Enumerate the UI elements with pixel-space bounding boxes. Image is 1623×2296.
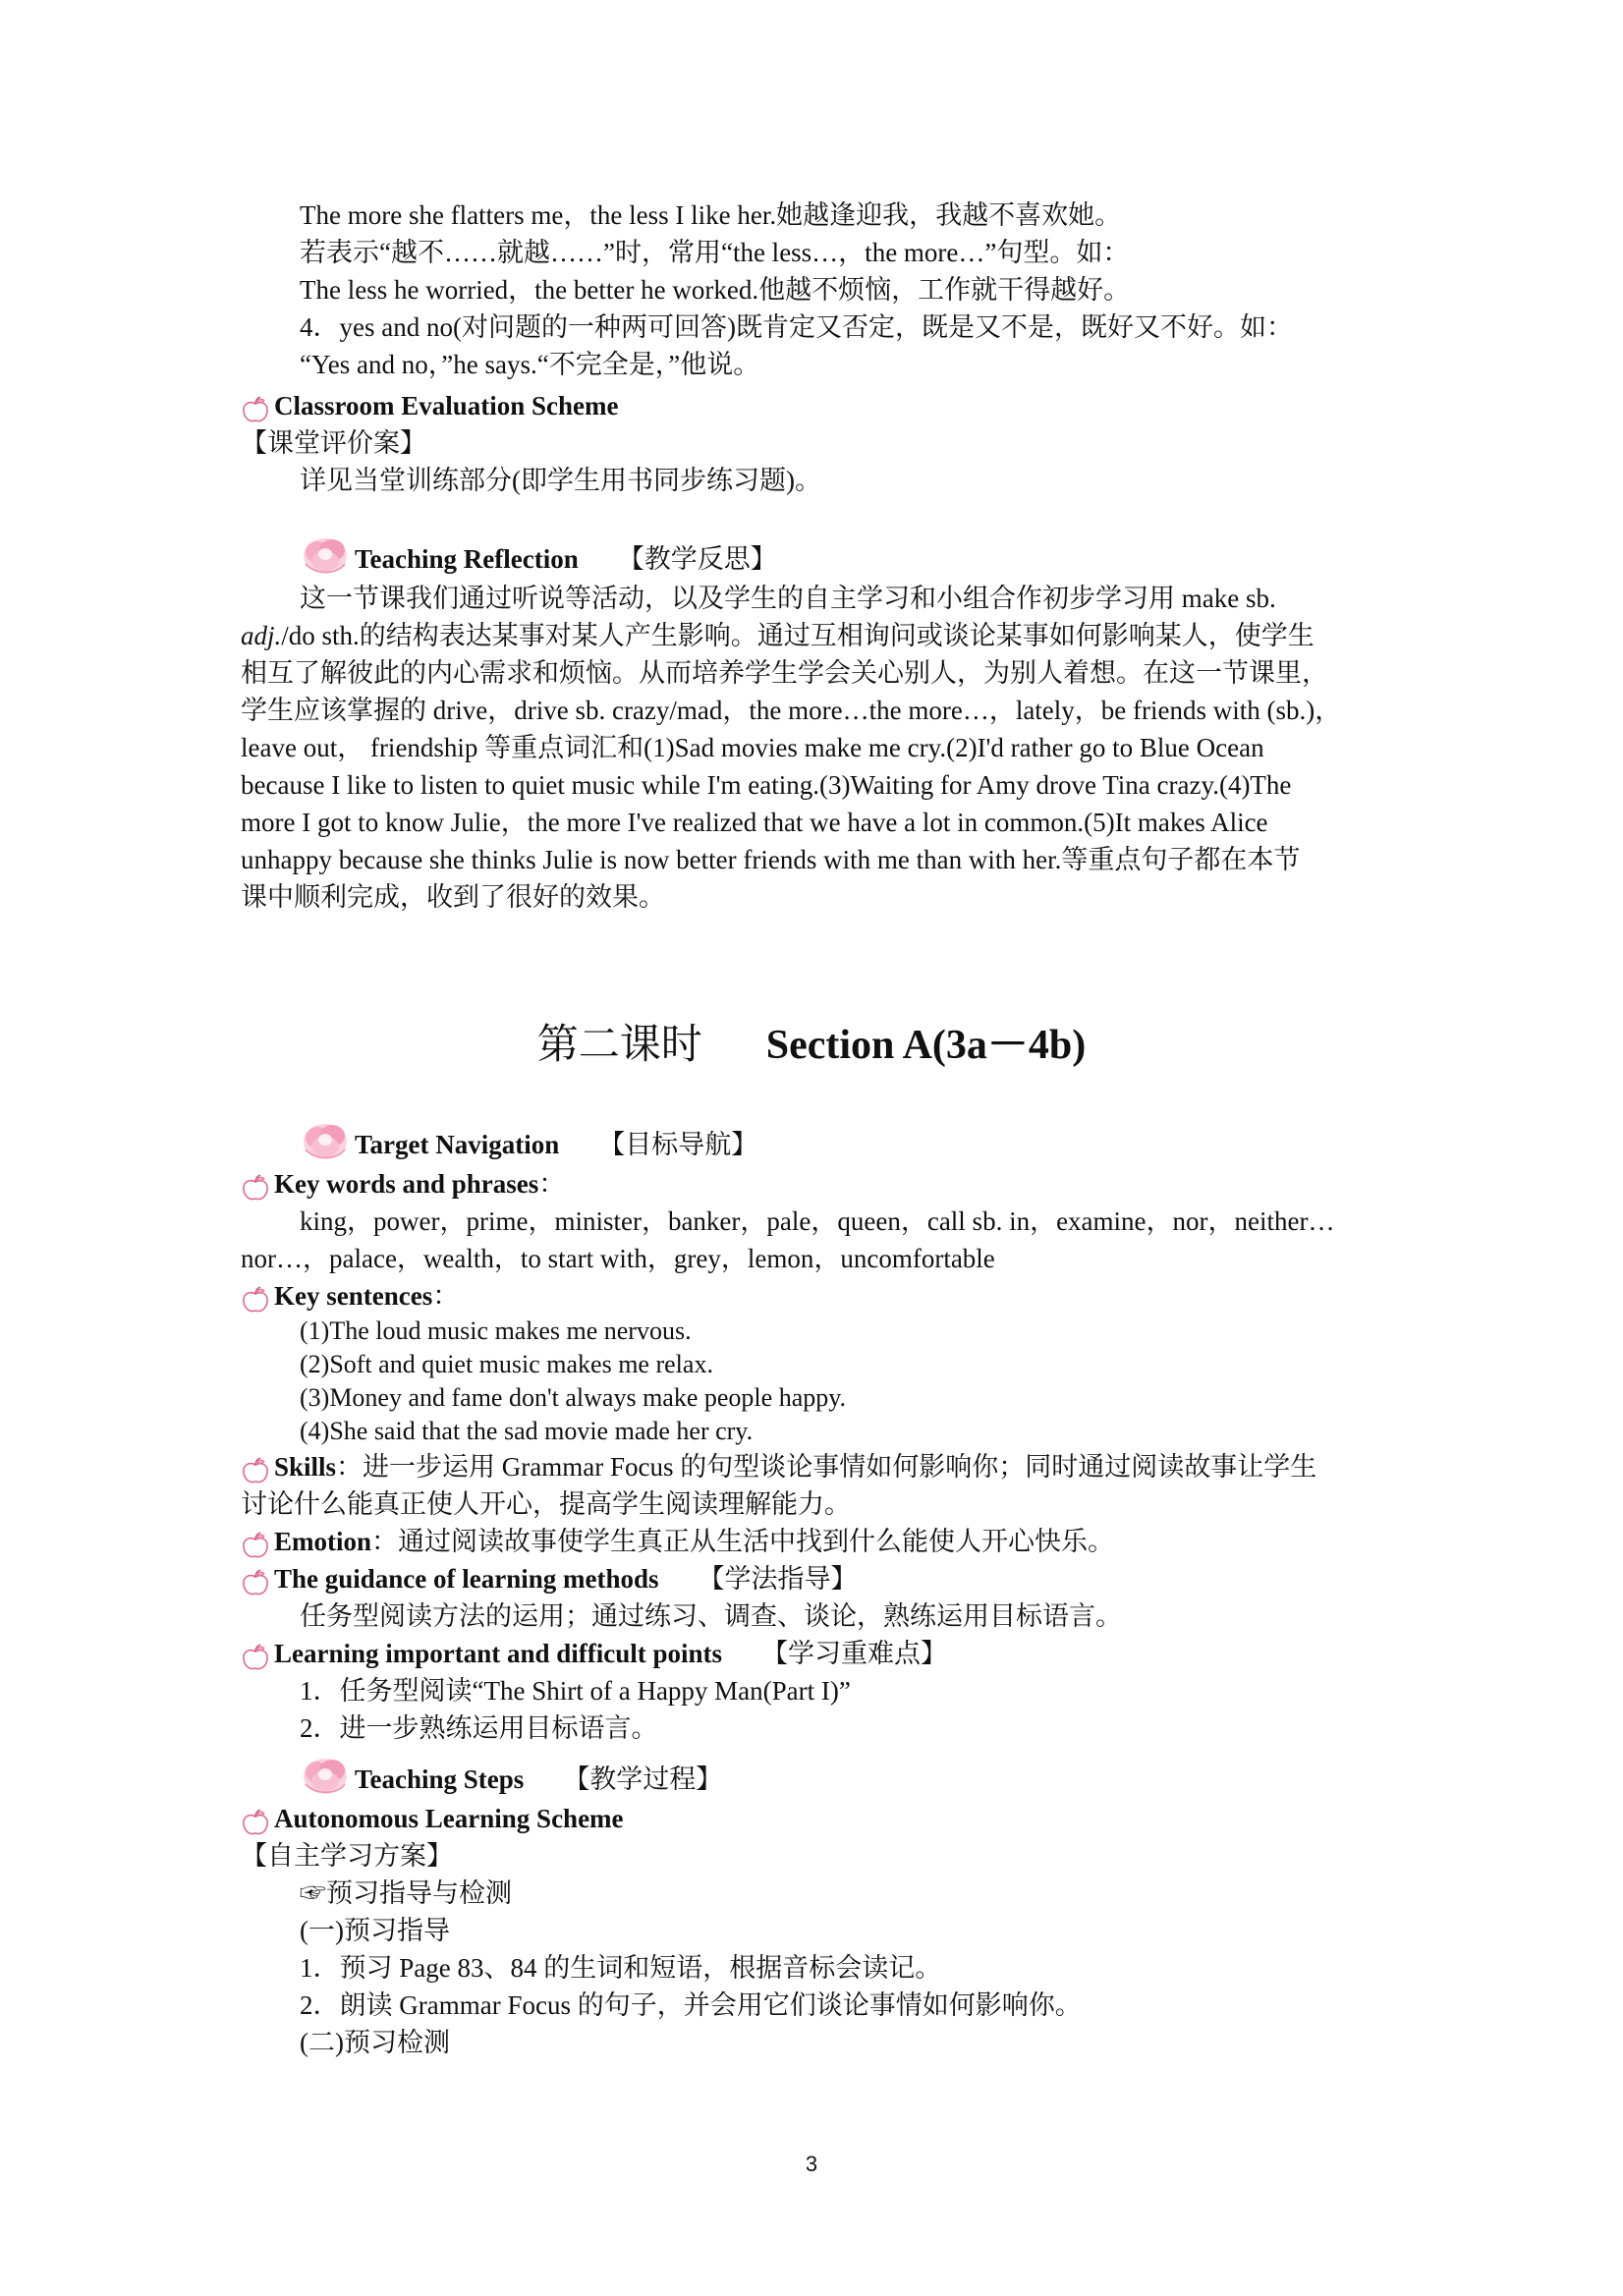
guidance-heading — [241, 1560, 1400, 1597]
list-item: 1．任务型阅读“The Shirt of a Happy Man(Part I)” — [300, 1676, 851, 1706]
text-line: 1．预习 Page 83、84 的生词和短语，根据音标会读记。 — [300, 1953, 942, 1983]
autonomous-heading — [241, 1800, 1400, 1837]
reflection-heading — [241, 531, 1400, 578]
text-line: The more she flatters me，the less I like her.她越逢迎我，我越不喜欢她。 — [300, 200, 1122, 230]
page-number: 3 — [805, 2152, 818, 2176]
apple-icon — [241, 1456, 270, 1485]
target-section — [241, 1116, 1400, 2061]
heading-label: The guidance of learning methods — [274, 1564, 659, 1594]
text-line: 4．yes and no(对问题的一种两可回答)既肯定又否定，既是又不是，既好又不好。如： — [300, 312, 1293, 342]
heading-label: Skills — [274, 1452, 337, 1482]
bracket-label: 【学习重难点】 — [761, 1639, 948, 1668]
top-notes — [241, 196, 1400, 383]
flower-icon — [300, 1751, 351, 1798]
paragraph-line: adj./do sth.的结构表达某事对某人产生影响。通过互相询问或谈论某事如何影响某人，使学生 — [241, 621, 1315, 650]
paragraph-line: more I got to know Julie，the more I've realized that we have a lot in common.(5)It makes Alice — [241, 808, 1268, 837]
list-item: (2)Soft and quiet music makes me relax. — [300, 1350, 713, 1378]
apple-icon — [241, 1643, 270, 1672]
paragraph-line: 这一节课我们通过听说等活动，以及学生的自主学习和小组合作初步学习用 make sb. — [300, 584, 1276, 613]
list-item: 2．进一步熟练运用目标语言。 — [300, 1713, 658, 1743]
bracket-label: 【自主学习方案】 — [241, 1841, 453, 1871]
section-title — [0, 1012, 1623, 1071]
text-line: (一)预习指导 — [300, 1916, 450, 1945]
paragraph-line: 相互了解彼此的内心需求和烦恼。从而培养学生学会关心别人，为别人着想。在这一节课里， — [241, 658, 1328, 688]
bracket-label: 【教学过程】 — [563, 1764, 723, 1794]
text-line: ☞预习指导与检测 — [300, 1878, 512, 1908]
flower-icon — [300, 1116, 351, 1163]
paragraph-line: unhappy because she thinks Julie is now better friends with me than with her.等重点句子都在本节 — [241, 845, 1301, 874]
heading-label: Teaching Reflection — [355, 544, 579, 574]
text-line: (二)预习检测 — [300, 2028, 450, 2057]
text-line: nor…，palace，wealth，to start with，grey，lemon，uncomfortable — [241, 1244, 995, 1273]
bracket-label: 【目标导航】 — [598, 1130, 758, 1159]
apple-icon — [241, 1531, 270, 1560]
italic-adj: adj. — [241, 621, 282, 650]
heading-label: Learning important and difficult points — [274, 1639, 723, 1668]
classroom-eval-heading — [241, 387, 1400, 424]
flower-icon — [300, 531, 351, 578]
paragraph-line: leave out， friendship 等重点词汇和(1)Sad movies make me cry.(2)I'd rather go to Blue Ocean — [241, 733, 1264, 762]
skills-heading: Skills ：进一步运用 Grammar Focus 的句型谈论事情如何影响你；同时通过阅读故事让学生 — [241, 1448, 1400, 1485]
bracket-label: 【学法指导】 — [698, 1564, 858, 1594]
text-line: 若表示“越不……就越……”时，常用“the less…，the more…”句型。如： — [300, 238, 1130, 267]
target-nav-heading — [241, 1116, 1400, 1163]
apple-icon — [241, 1808, 270, 1837]
text-line: 2．朗读 Grammar Focus 的句子，并会用它们谈论事情如何影响你。 — [300, 1990, 1082, 2020]
heading-label: Key words and phrases — [274, 1169, 539, 1199]
heading-label: Classroom Evaluation Scheme — [274, 391, 619, 420]
teaching-steps-heading — [241, 1751, 1400, 1798]
paragraph-line: because I like to listen to quiet music while I'm eating.(3)Waiting for Amy drove Tina crazy.(4)The — [241, 770, 1292, 800]
text-line: 任务型阅读方法的运用；通过练习、调查、谈论，熟练运用目标语言。 — [300, 1601, 1122, 1631]
heading-label: Target Navigation — [355, 1130, 560, 1159]
bracket-label: 【教学反思】 — [617, 544, 777, 574]
list-item: (4)She said that the sad movie made her cry. — [300, 1417, 754, 1445]
reflection-section — [241, 531, 1400, 916]
emotion-heading: Emotion ：通过阅读故事使学生真正从生活中找到什么能使人开心快乐。 — [241, 1523, 1400, 1560]
text-line: 详见当堂训练部分(即学生用书同步练习题)。 — [300, 466, 821, 495]
paragraph-line: 课中顺利完成，收到了很好的效果。 — [241, 882, 665, 912]
list-item: (1)The loud music makes me nervous. — [300, 1316, 692, 1345]
heading-label: Emotion — [274, 1527, 372, 1556]
paragraph-line: 学生应该掌握的 drive，drive sb. crazy/mad，the more…the more…，lately，be friends with (sb.)， — [241, 696, 1342, 725]
apple-icon — [241, 1173, 270, 1203]
text-line: 讨论什么能真正使人开心，提高学生阅读理解能力。 — [241, 1489, 851, 1519]
list-item: (3)Money and fame don't always make people happy. — [300, 1383, 847, 1412]
heading-label: Teaching Steps — [355, 1764, 525, 1794]
classroom-eval-section — [241, 387, 1400, 499]
heading-label: Key sentences — [274, 1281, 433, 1311]
bracket-label: 【课堂评价案】 — [241, 428, 426, 458]
text-line: king，power，prime，minister，banker，pale，queen，call sb. in，examine，nor，neither… — [300, 1206, 1335, 1236]
text-line: “Yes and no，”he says.“不完全是，”他说。 — [300, 350, 760, 379]
key-words-heading: Key words and phrases ： — [241, 1165, 1400, 1203]
apple-icon — [241, 395, 270, 424]
section-title-cn: 第二课时 — [536, 1023, 702, 1068]
heading-label: Autonomous Learning Scheme — [274, 1804, 624, 1833]
important-heading — [241, 1635, 1400, 1672]
apple-icon — [241, 1568, 270, 1597]
section-title-en: Section A(3a－4b) — [765, 1023, 1087, 1068]
apple-icon — [241, 1285, 270, 1315]
key-sentences-heading: Key sentences ： — [241, 1277, 1400, 1315]
text-line: The less he worried，the better he worked.他越不烦恼，工作就干得越好。 — [300, 275, 1131, 305]
